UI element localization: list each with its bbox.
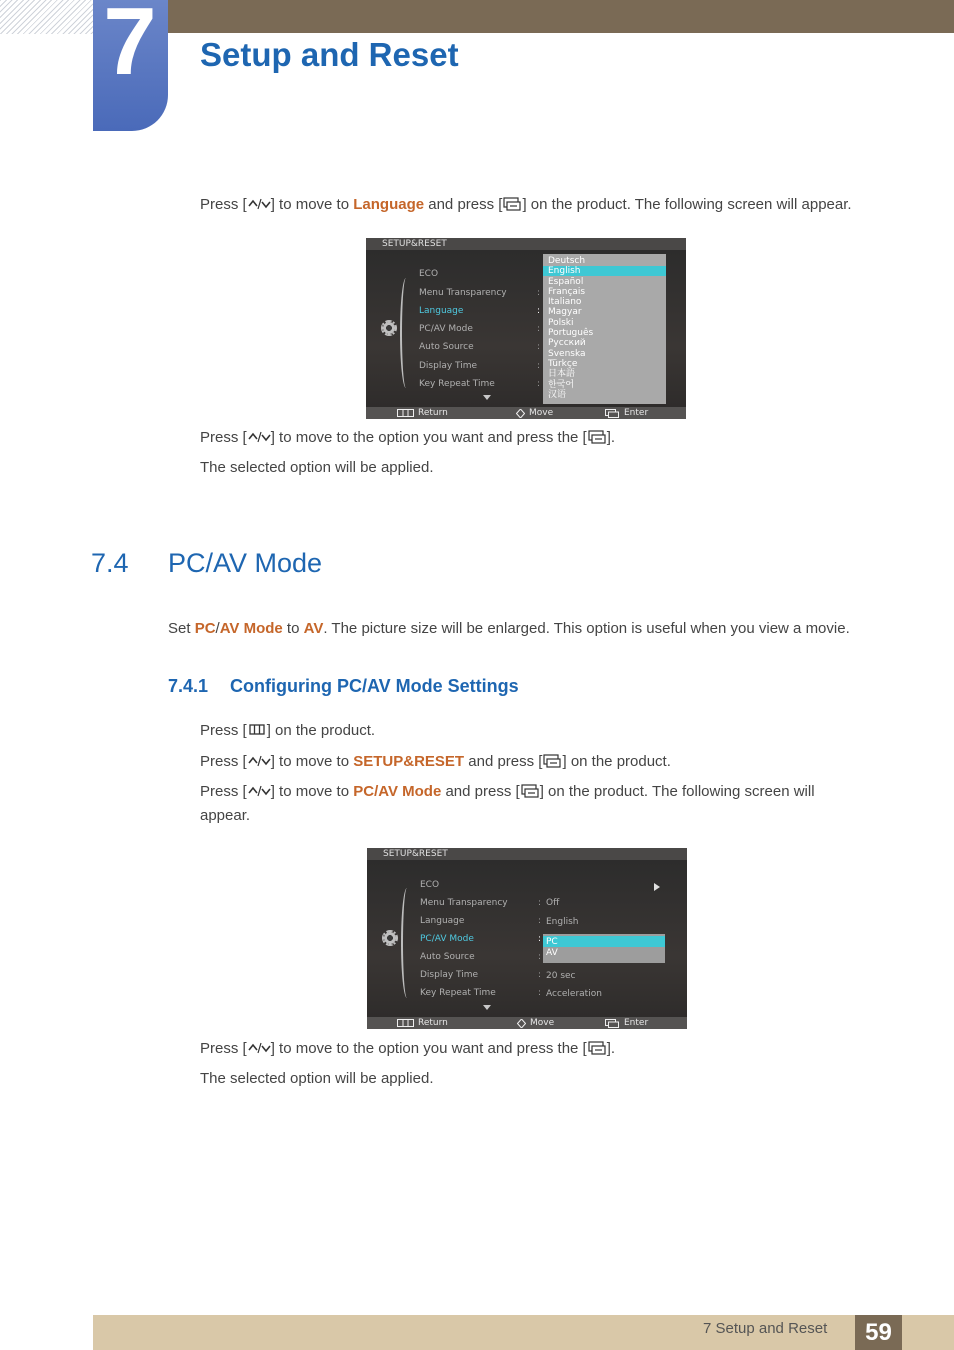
osd-return-label: Return bbox=[418, 1018, 448, 1028]
osd-item-language[interactable]: Language bbox=[419, 306, 464, 316]
osd-colon: : bbox=[538, 898, 542, 908]
osd-item-language[interactable]: Language bbox=[420, 916, 465, 926]
pc-av-list bbox=[543, 934, 665, 963]
language-option[interactable]: Русский bbox=[548, 338, 586, 348]
enter-key-icon bbox=[502, 196, 522, 212]
menu-key-icon bbox=[247, 722, 267, 738]
osd-move-label: Move bbox=[529, 408, 554, 418]
menu-key-icon bbox=[397, 409, 414, 417]
osd-colon: : bbox=[537, 324, 541, 334]
step-pc-av-mode-cont: appear. bbox=[200, 807, 251, 824]
enter-key-icon bbox=[587, 1040, 607, 1056]
osd-colon: : bbox=[537, 342, 541, 352]
osd-item-display-time[interactable]: Display Time bbox=[420, 970, 479, 980]
move-icon bbox=[516, 409, 525, 418]
up-down-key-icon bbox=[247, 429, 271, 445]
option-av[interactable]: AV bbox=[546, 948, 558, 958]
subsection-number: 7.4.1 bbox=[168, 676, 209, 696]
osd-item-menu-transparency[interactable]: Menu Transparency bbox=[419, 288, 507, 298]
enter-key-icon bbox=[542, 753, 562, 769]
menu-key-icon bbox=[397, 1019, 414, 1027]
option-pc[interactable]: PC bbox=[546, 937, 558, 947]
step-press-menu: Press [ ] on the product. bbox=[200, 722, 376, 739]
osd-item-menu-transparency[interactable]: Menu Transparency bbox=[420, 898, 508, 908]
pc-av-highlight bbox=[543, 936, 665, 947]
osd-move-label: Move bbox=[530, 1018, 555, 1028]
osd-colon: : bbox=[538, 934, 542, 944]
osd-colon: : bbox=[537, 288, 541, 298]
step-choose-option-2: Press [ ] to move to the option you want and press the [ ]. bbox=[200, 1040, 616, 1057]
gear-icon bbox=[382, 930, 398, 946]
language-option[interactable]: Português bbox=[548, 328, 594, 338]
language-option[interactable]: Français bbox=[548, 287, 586, 297]
step-pc-av-mode: Press [ ] to move to PC/AV Mode and press [ ] on the product. The following screen will bbox=[200, 783, 815, 800]
osd-title: SETUP&RESET bbox=[367, 848, 687, 860]
gear-icon bbox=[381, 320, 397, 336]
osd-footer bbox=[367, 1017, 687, 1029]
osd-return-label: Return bbox=[418, 408, 448, 418]
osd-item-eco[interactable]: ECO bbox=[419, 269, 439, 279]
footer-chapter: 7 Setup and Reset bbox=[703, 1320, 828, 1337]
value-language: English bbox=[546, 917, 579, 927]
osd-colon: : bbox=[537, 361, 541, 371]
chapter-title: Setup and Reset bbox=[200, 36, 459, 73]
osd-language-screen bbox=[366, 238, 686, 419]
osd-enter-label: Enter bbox=[624, 1018, 649, 1028]
osd-pc-av-screen bbox=[367, 848, 687, 1029]
value-key-repeat-time: Acceleration bbox=[546, 989, 602, 999]
decorative-hatch bbox=[0, 0, 93, 34]
up-down-key-icon bbox=[247, 753, 271, 769]
osd-item-eco[interactable]: ECO bbox=[420, 880, 440, 890]
scroll-down-icon[interactable] bbox=[483, 1005, 491, 1010]
step-language: Press [ ] to move to Language and press [ ] on the product. The following screen will appear. bbox=[200, 196, 852, 213]
enter-icon bbox=[605, 409, 619, 418]
osd-arc bbox=[400, 278, 412, 388]
language-option[interactable]: Español bbox=[548, 277, 584, 287]
osd-arc bbox=[401, 888, 413, 998]
applied-note-2: The selected option will be applied. bbox=[200, 1070, 434, 1087]
language-option[interactable]: Türkçe bbox=[548, 359, 578, 369]
step-choose-option: Press [ ] to move to the option you want and press the [ ]. bbox=[200, 429, 616, 446]
enter-key-icon bbox=[520, 783, 540, 799]
language-option[interactable]: 日本語 bbox=[548, 369, 576, 379]
value-menu-transparency: Off bbox=[546, 898, 560, 908]
osd-colon: : bbox=[537, 379, 541, 389]
chapter-number: 7 bbox=[103, 0, 157, 95]
osd-item-auto-source[interactable]: Auto Source bbox=[420, 952, 475, 962]
language-list bbox=[543, 254, 666, 404]
section-intro: Set PC/AV Mode to AV. The picture size will be enlarged. This option is useful when you view a movie. bbox=[168, 620, 850, 637]
language-option[interactable]: 汉语 bbox=[548, 390, 567, 400]
section-number: 7.4 bbox=[91, 548, 129, 578]
header-bar bbox=[168, 0, 954, 33]
osd-colon: : bbox=[538, 970, 542, 980]
osd-item-pc-av-mode[interactable]: PC/AV Mode bbox=[420, 934, 474, 944]
up-down-key-icon bbox=[247, 783, 271, 799]
osd-enter-label: Enter bbox=[624, 408, 649, 418]
page-number: 59 bbox=[855, 1315, 902, 1350]
enter-icon bbox=[605, 1019, 619, 1028]
applied-note: The selected option will be applied. bbox=[200, 459, 434, 476]
language-option[interactable]: Svenska bbox=[548, 349, 586, 359]
language-option[interactable]: 한국어 bbox=[548, 380, 575, 390]
scroll-down-icon[interactable] bbox=[483, 395, 491, 400]
language-option[interactable]: English bbox=[548, 266, 581, 276]
osd-footer bbox=[366, 407, 686, 419]
osd-item-pc-av-mode[interactable]: PC/AV Mode bbox=[419, 324, 473, 334]
language-option[interactable]: Magyar bbox=[548, 307, 582, 317]
osd-colon: : bbox=[538, 988, 542, 998]
osd-colon: : bbox=[538, 916, 542, 926]
language-option[interactable]: Italiano bbox=[548, 297, 582, 307]
osd-title: SETUP&RESET bbox=[366, 238, 686, 250]
osd-item-key-repeat-time[interactable]: Key Repeat Time bbox=[419, 379, 495, 389]
language-option[interactable]: Polski bbox=[548, 318, 574, 328]
enter-key-icon bbox=[587, 429, 607, 445]
section-title: PC/AV Mode bbox=[168, 548, 323, 578]
up-down-key-icon bbox=[247, 196, 271, 212]
up-down-key-icon bbox=[247, 1040, 271, 1056]
osd-item-auto-source[interactable]: Auto Source bbox=[419, 342, 474, 352]
submenu-arrow-icon[interactable] bbox=[654, 883, 660, 891]
value-display-time: 20 sec bbox=[546, 971, 576, 981]
osd-item-display-time[interactable]: Display Time bbox=[419, 361, 478, 371]
osd-colon: : bbox=[538, 952, 542, 962]
move-icon bbox=[517, 1019, 526, 1028]
osd-item-key-repeat-time[interactable]: Key Repeat Time bbox=[420, 988, 496, 998]
step-setup-reset: Press [ ] to move to SETUP&RESET and press [ ] on the product. bbox=[200, 753, 671, 770]
subsection-title: Configuring PC/AV Mode Settings bbox=[230, 676, 519, 696]
osd-colon: : bbox=[537, 306, 541, 316]
language-option[interactable]: Deutsch bbox=[548, 256, 586, 266]
